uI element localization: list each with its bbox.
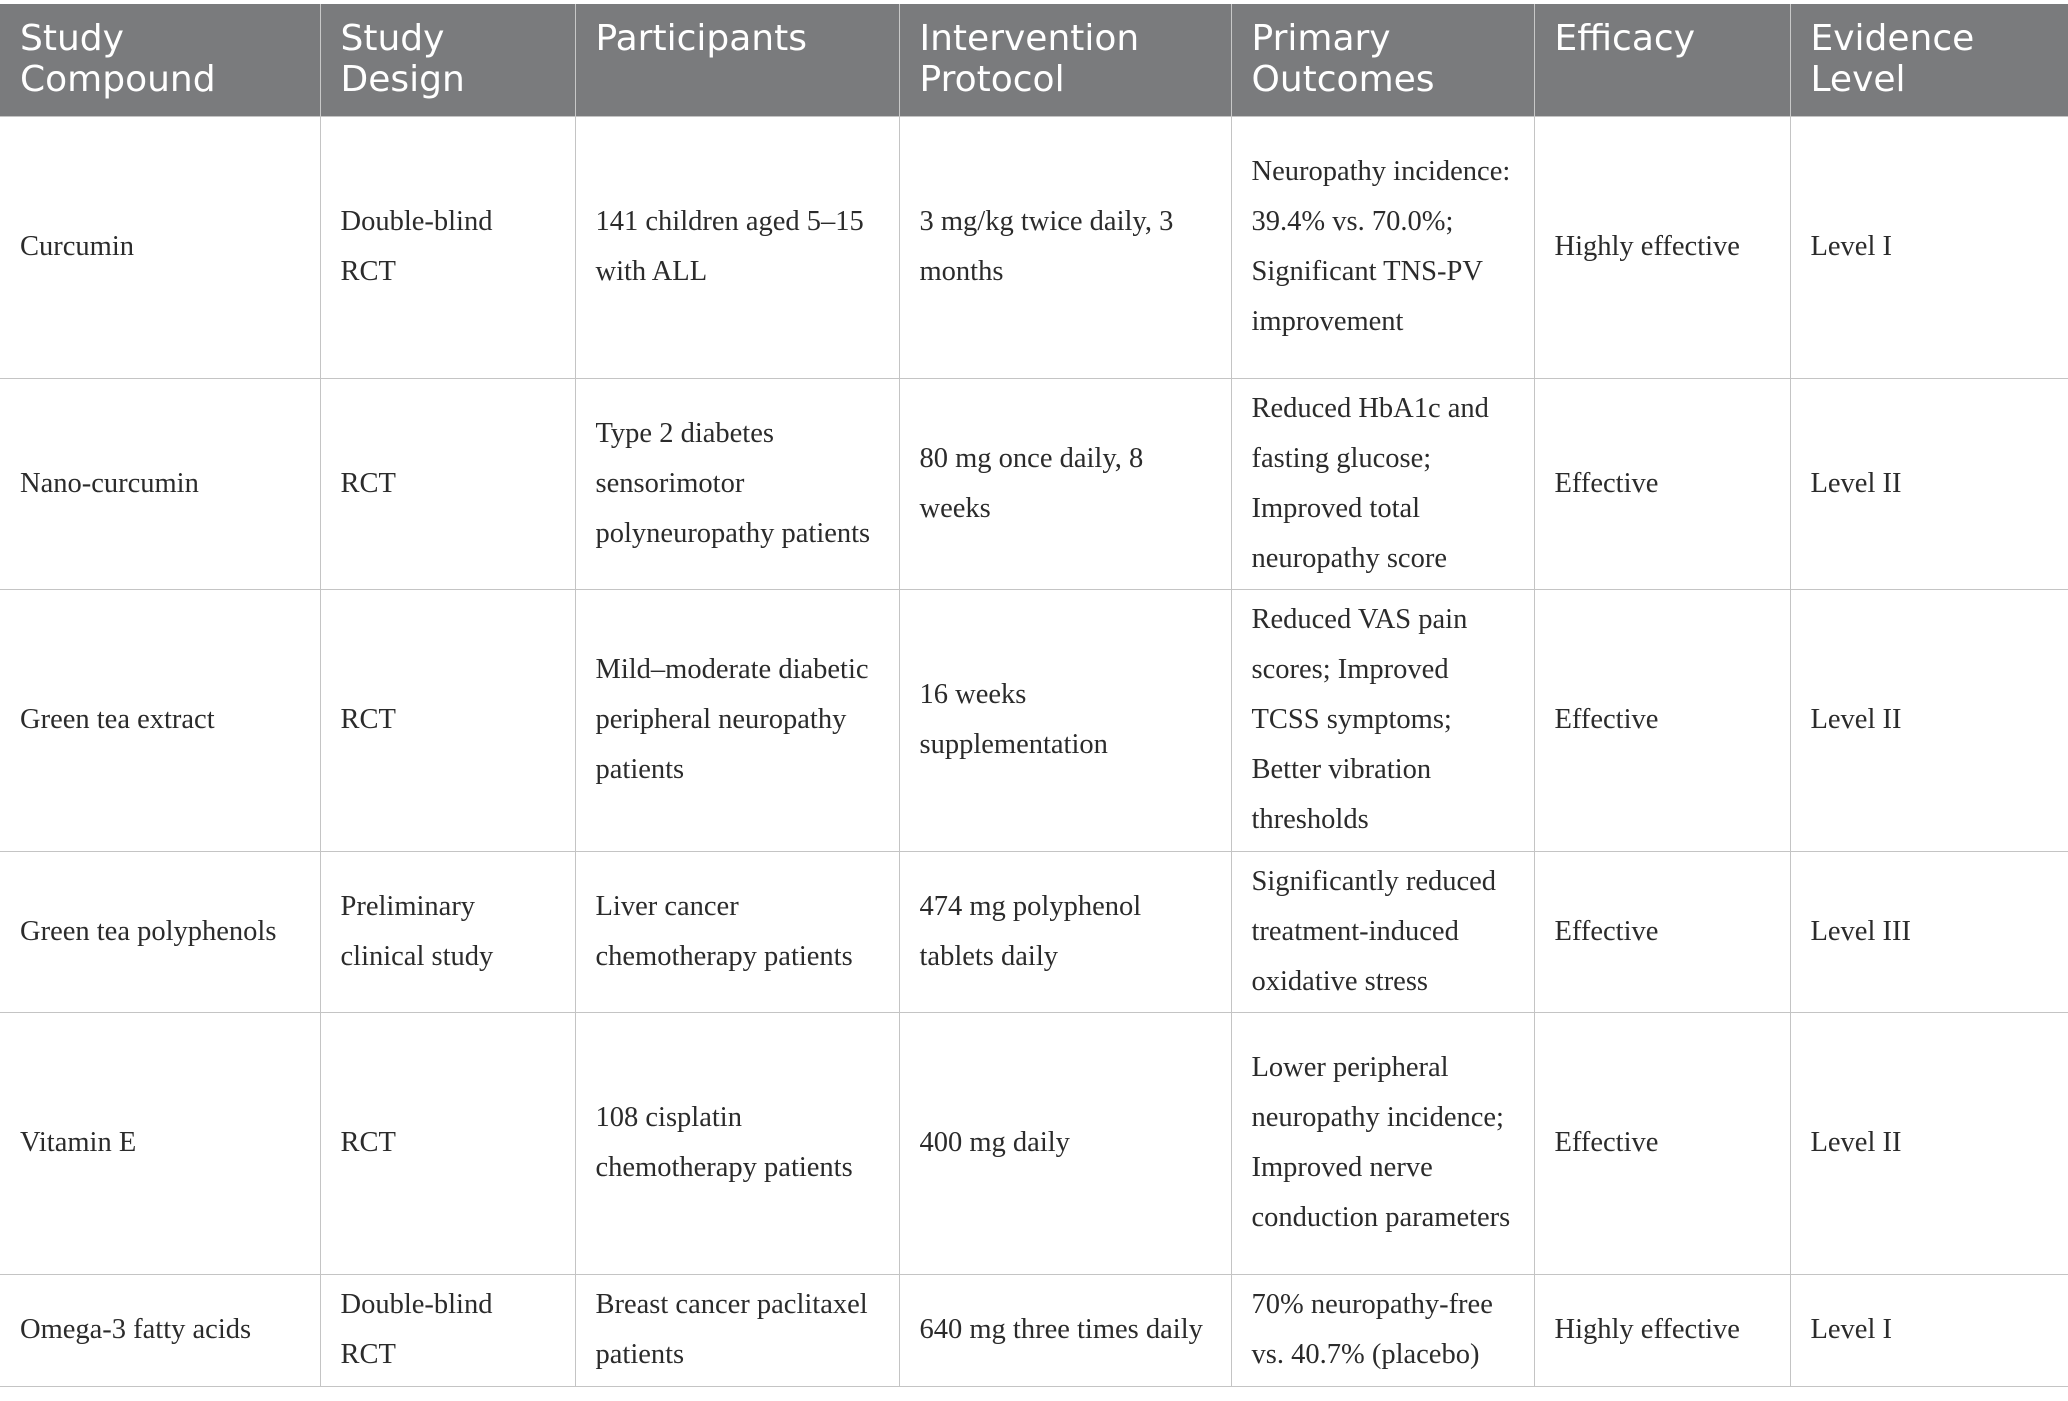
cell-evidence-level: Level II <box>1790 378 2068 589</box>
cell-compound: Nano-curcumin <box>0 378 320 589</box>
cell-participants: Mild–moderate diabetic peripheral neuropathy patients <box>575 589 899 851</box>
cell-evidence-level: Level III <box>1790 851 2068 1012</box>
cell-compound: Vitamin E <box>0 1012 320 1274</box>
cell-participants: Type 2 diabetes sensorimotor polyneuropathy patients <box>575 378 899 589</box>
cell-protocol: 16 weeks supplementation <box>899 589 1231 851</box>
table-row <box>0 116 2068 378</box>
study-table <box>0 4 2068 1387</box>
cell-protocol: 400 mg daily <box>899 1012 1231 1274</box>
cell-design: Preliminary clinical study <box>320 851 575 1012</box>
cell-evidence-level: Level II <box>1790 589 2068 851</box>
cell-participants: Breast cancer paclitaxel patients <box>575 1274 899 1386</box>
cell-efficacy: Effective <box>1534 589 1790 851</box>
header-primary-outcomes: Primary Outcomes <box>1231 4 1534 116</box>
cell-evidence-level: Level I <box>1790 116 2068 378</box>
table-row <box>0 1012 2068 1274</box>
cell-efficacy: Effective <box>1534 378 1790 589</box>
header-participants: Participants <box>575 4 899 116</box>
header-evidence-level: Evidence Level <box>1790 4 2068 116</box>
cell-outcomes: Neuropathy incidence: 39.4% vs. 70.0%; Significant TNS-PV improvement <box>1231 116 1534 378</box>
cell-outcomes: Lower peripheral neuropathy incidence; Improved nerve conduction parameters <box>1231 1012 1534 1274</box>
table-row <box>0 589 2068 851</box>
header-study-design: Study Design <box>320 4 575 116</box>
cell-compound: Green tea extract <box>0 589 320 851</box>
cell-evidence-level: Level I <box>1790 1274 2068 1386</box>
cell-efficacy: Effective <box>1534 851 1790 1012</box>
cell-design: RCT <box>320 1012 575 1274</box>
cell-participants: 141 children aged 5–15 with ALL <box>575 116 899 378</box>
header-efficacy: Efficacy <box>1534 4 1790 116</box>
cell-participants: 108 cisplatin chemotherapy patients <box>575 1012 899 1274</box>
cell-compound: Curcumin <box>0 116 320 378</box>
cell-protocol: 474 mg polyphenol tablets daily <box>899 851 1231 1012</box>
cell-compound: Omega-3 fatty acids <box>0 1274 320 1386</box>
cell-protocol: 3 mg/kg twice daily, 3 months <box>899 116 1231 378</box>
cell-protocol: 640 mg three times daily <box>899 1274 1231 1386</box>
cell-outcomes: Reduced HbA1c and fasting glucose; Improved total neuropathy score <box>1231 378 1534 589</box>
cell-efficacy: Highly effective <box>1534 1274 1790 1386</box>
cell-evidence-level: Level II <box>1790 1012 2068 1274</box>
cell-efficacy: Effective <box>1534 1012 1790 1274</box>
table-row <box>0 378 2068 589</box>
cell-design: Double-blind RCT <box>320 116 575 378</box>
table-row <box>0 1274 2068 1386</box>
cell-outcomes: Significantly reduced treatment-induced oxidative stress <box>1231 851 1534 1012</box>
header-row <box>0 4 2068 116</box>
cell-design: Double-blind RCT <box>320 1274 575 1386</box>
cell-participants: Liver cancer chemotherapy patients <box>575 851 899 1012</box>
cell-outcomes: Reduced VAS pain scores; Improved TCSS symptoms; Better vibration thresholds <box>1231 589 1534 851</box>
cell-protocol: 80 mg once daily, 8 weeks <box>899 378 1231 589</box>
cell-efficacy: Highly effective <box>1534 116 1790 378</box>
cell-design: RCT <box>320 589 575 851</box>
header-study-compound: Study Compound <box>0 4 320 116</box>
cell-design: RCT <box>320 378 575 589</box>
header-intervention-protocol: Intervention Protocol <box>899 4 1231 116</box>
table-row <box>0 851 2068 1012</box>
cell-compound: Green tea polyphenols <box>0 851 320 1012</box>
cell-outcomes: 70% neuropathy-free vs. 40.7% (placebo) <box>1231 1274 1534 1386</box>
